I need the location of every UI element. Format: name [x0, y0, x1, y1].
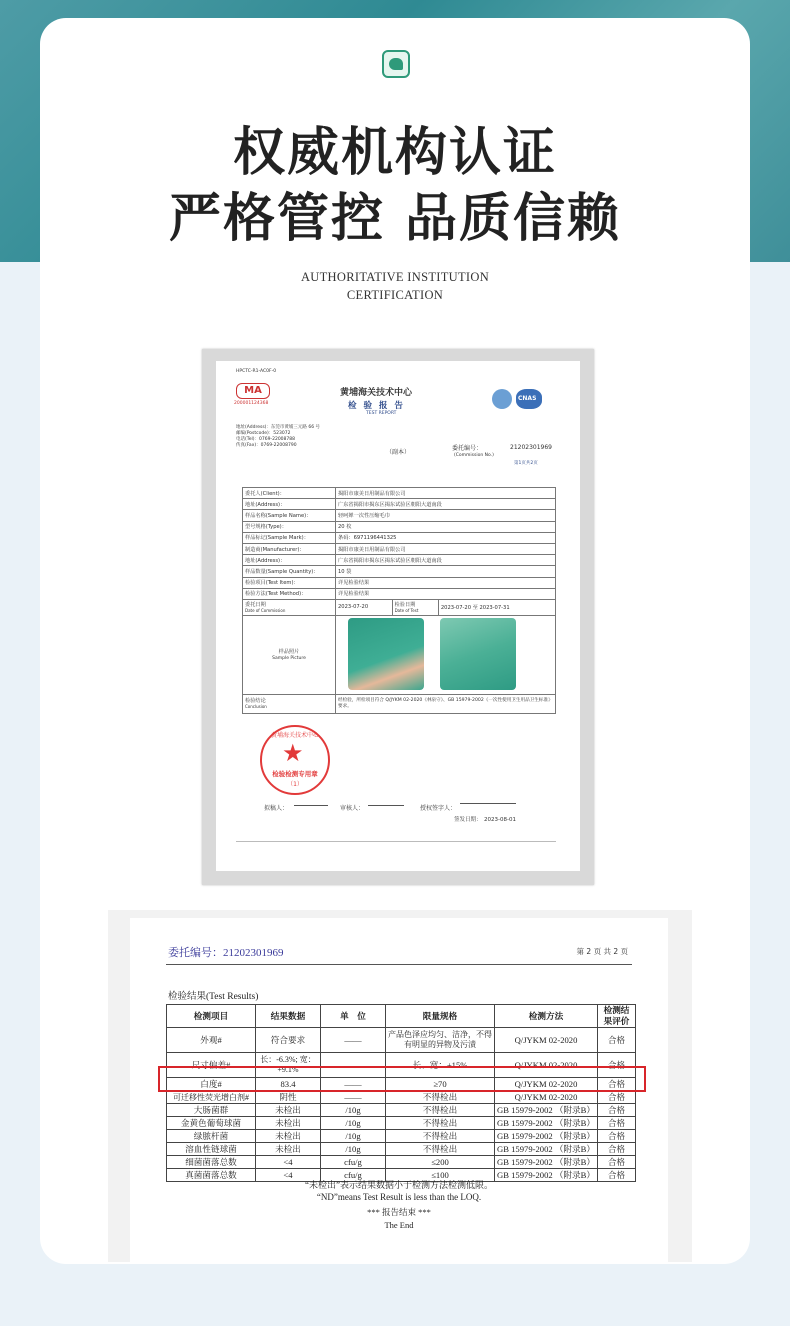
- results-page-number: 第 2 页 共 2 页: [576, 947, 628, 956]
- table-row: 真菌菌落总数 <4 cfu/g ≤100 GB 15979-2002 （附录B） 合格: [167, 1169, 636, 1182]
- sign-date-label: 签发日期：: [454, 817, 482, 823]
- sample-picture-cell: [336, 615, 556, 694]
- table-row: 金黄色葡萄球菌 未检出 /10g 不得检出 GB 15979-2002 （附录B） 合格: [167, 1117, 636, 1130]
- signer-signature: [460, 791, 516, 804]
- table-row-highlighted: 可迁移性荧光增白剂# 阴性 —— 不得检出 Q/JYKM 02-2020 合格: [167, 1091, 636, 1104]
- headline-line-1: 权威机构认证: [232, 123, 557, 183]
- report-copy-mark: （副本）: [386, 449, 411, 456]
- footnote-divider: [236, 841, 556, 842]
- table-row: 细菌菌落总数 <4 cfu/g ≤200 GB 15979-2002 （附录B） 合格: [167, 1156, 636, 1169]
- table-row: 绿脓杆菌 未检出 /10g 不得检出 GB 15979-2002 （附录B） 合格: [167, 1130, 636, 1143]
- sample-photo-front: [348, 618, 424, 690]
- drafter-label: 拟稿人：: [264, 805, 289, 812]
- note-cn: “未检出”表示结果数据小于检测方法检测低限。: [305, 1180, 493, 1190]
- report-page-number: 第1页共2页: [514, 461, 538, 466]
- ilac-mra-icon: [492, 389, 512, 409]
- seal-star-icon: ★: [282, 739, 304, 767]
- cma-logo: MA: [236, 383, 270, 399]
- headline-line-2: 严格管控 品质信赖: [168, 189, 622, 249]
- drafter-signature: [294, 793, 328, 806]
- report-code: HPCTC-R1-AC0F-0: [236, 369, 277, 374]
- results-commission: 委托编号：21202301969: [168, 947, 284, 959]
- brand-logo-icon: [382, 50, 410, 78]
- reviewer-signature: [368, 793, 404, 806]
- table-row: 白度# 83.4 —— ≥70 Q/JYKM 02-2020 合格: [167, 1078, 636, 1091]
- subheading-line-2: CERTIFICATION: [346, 288, 444, 302]
- highlight-box: [158, 1066, 646, 1092]
- end-cn: *** 报告结束 ***: [367, 1207, 431, 1217]
- commission-label: 委托编号：: [452, 445, 483, 452]
- results-header-row: 检测项目 结果数据 单 位 限量规格 检测方法 检测结果评价: [167, 1005, 636, 1028]
- commission-number: 21202301969: [510, 444, 552, 451]
- results-rule: [166, 964, 632, 965]
- table-row: 溶血性链球菌 未检出 /10g 不得检出 GB 15979-2002 （附录B） 合格: [167, 1143, 636, 1156]
- table-row: 外观# 符合要求 —— 产品色泽应均匀、洁净，不得有明显的异物及污渍 Q/JYKM 02-2020 合格: [167, 1028, 636, 1053]
- report-frame: [202, 349, 594, 885]
- report-page-1: [216, 361, 580, 871]
- table-row: 大肠菌群 未检出 /10g 不得检出 GB 15979-2002 （附录B） 合格: [167, 1104, 636, 1117]
- subheading-line-1: AUTHORITATIVE INSTITUTION: [300, 270, 490, 284]
- sample-photo-back: [440, 618, 516, 690]
- report-org: 黄埔海关技术中心: [340, 388, 413, 398]
- sign-date: 2023-08-01: [484, 817, 516, 823]
- end-en: The End: [384, 1220, 414, 1230]
- report-title-en: TEST REPORT: [366, 411, 397, 416]
- report-conclusion: 经检验，所检项目符合 Q/JYKM 02-2020《林泉守》、GB 15979-2002《一次性使用卫生用品卫生标准》要求。: [336, 694, 556, 713]
- cma-number: 200001124368: [234, 401, 269, 406]
- report-address-block: 地址(Address)：东莞市黄埔三元路 66 号 邮编(Postcode)：523072 电话(Tel)：0769-22008788 传真(Fax)：0769-22008790: [236, 425, 321, 448]
- results-section-label: 检验结果(Test Results): [168, 992, 259, 1002]
- cnas-icon: CNAS: [516, 389, 542, 409]
- report-info-table: 委托人(Client)： 揭阳市康美日用制品有限公司 地址(Address)： 广东省揭阳市揭东区揭东试验区朝阳大道南段 样品名称(Sample Name)： 轻呵婵一次性压缩毛巾 型号规格(Type)： 20 枚 样品标记(Sample Mark)： 条码：6971196441325 制造商(Manufacturer)： 揭阳市康美日用制品有限公司 地址(Address)： 广东省揭阳市揭东区揭东试验区朝阳大道南段 样品数量(Sample Quantity)： 10 袋 检验项目(Test Item)： 详见检验结果 检验方法(Test Method)： 详见检验结果 委托日期 Date of Commission 2023-07-20 检验日期 Date of Test 2023-07-20 至 2023-07-31 样品照片 Sample Picture 检验结论 Conclusion 经检验，所检项目符合 Q/JYKM 02-2020《林泉守》、GB 15979-2002《一次性使用卫生用品卫生标准》要求。: [242, 487, 556, 714]
- table-row: 尺寸偏差# 长：-6.3%; 宽：+9.1% —— 长、宽：±15% Q/JYKM 02-2020 合格: [167, 1053, 636, 1078]
- note-en: “ND”means Test Result is less than the LOQ.: [316, 1192, 482, 1202]
- reviewer-label: 审核人：: [340, 805, 365, 812]
- results-table: [166, 1004, 636, 1182]
- report-title-cn: 检 验 报 告: [348, 401, 405, 411]
- signer-label: 授权签字人：: [420, 805, 457, 812]
- official-seal: 黄埔海关技术中心 ★ 检验检测专用章 （1）: [260, 725, 330, 795]
- commission-label-en: (Commission No.): [454, 453, 494, 458]
